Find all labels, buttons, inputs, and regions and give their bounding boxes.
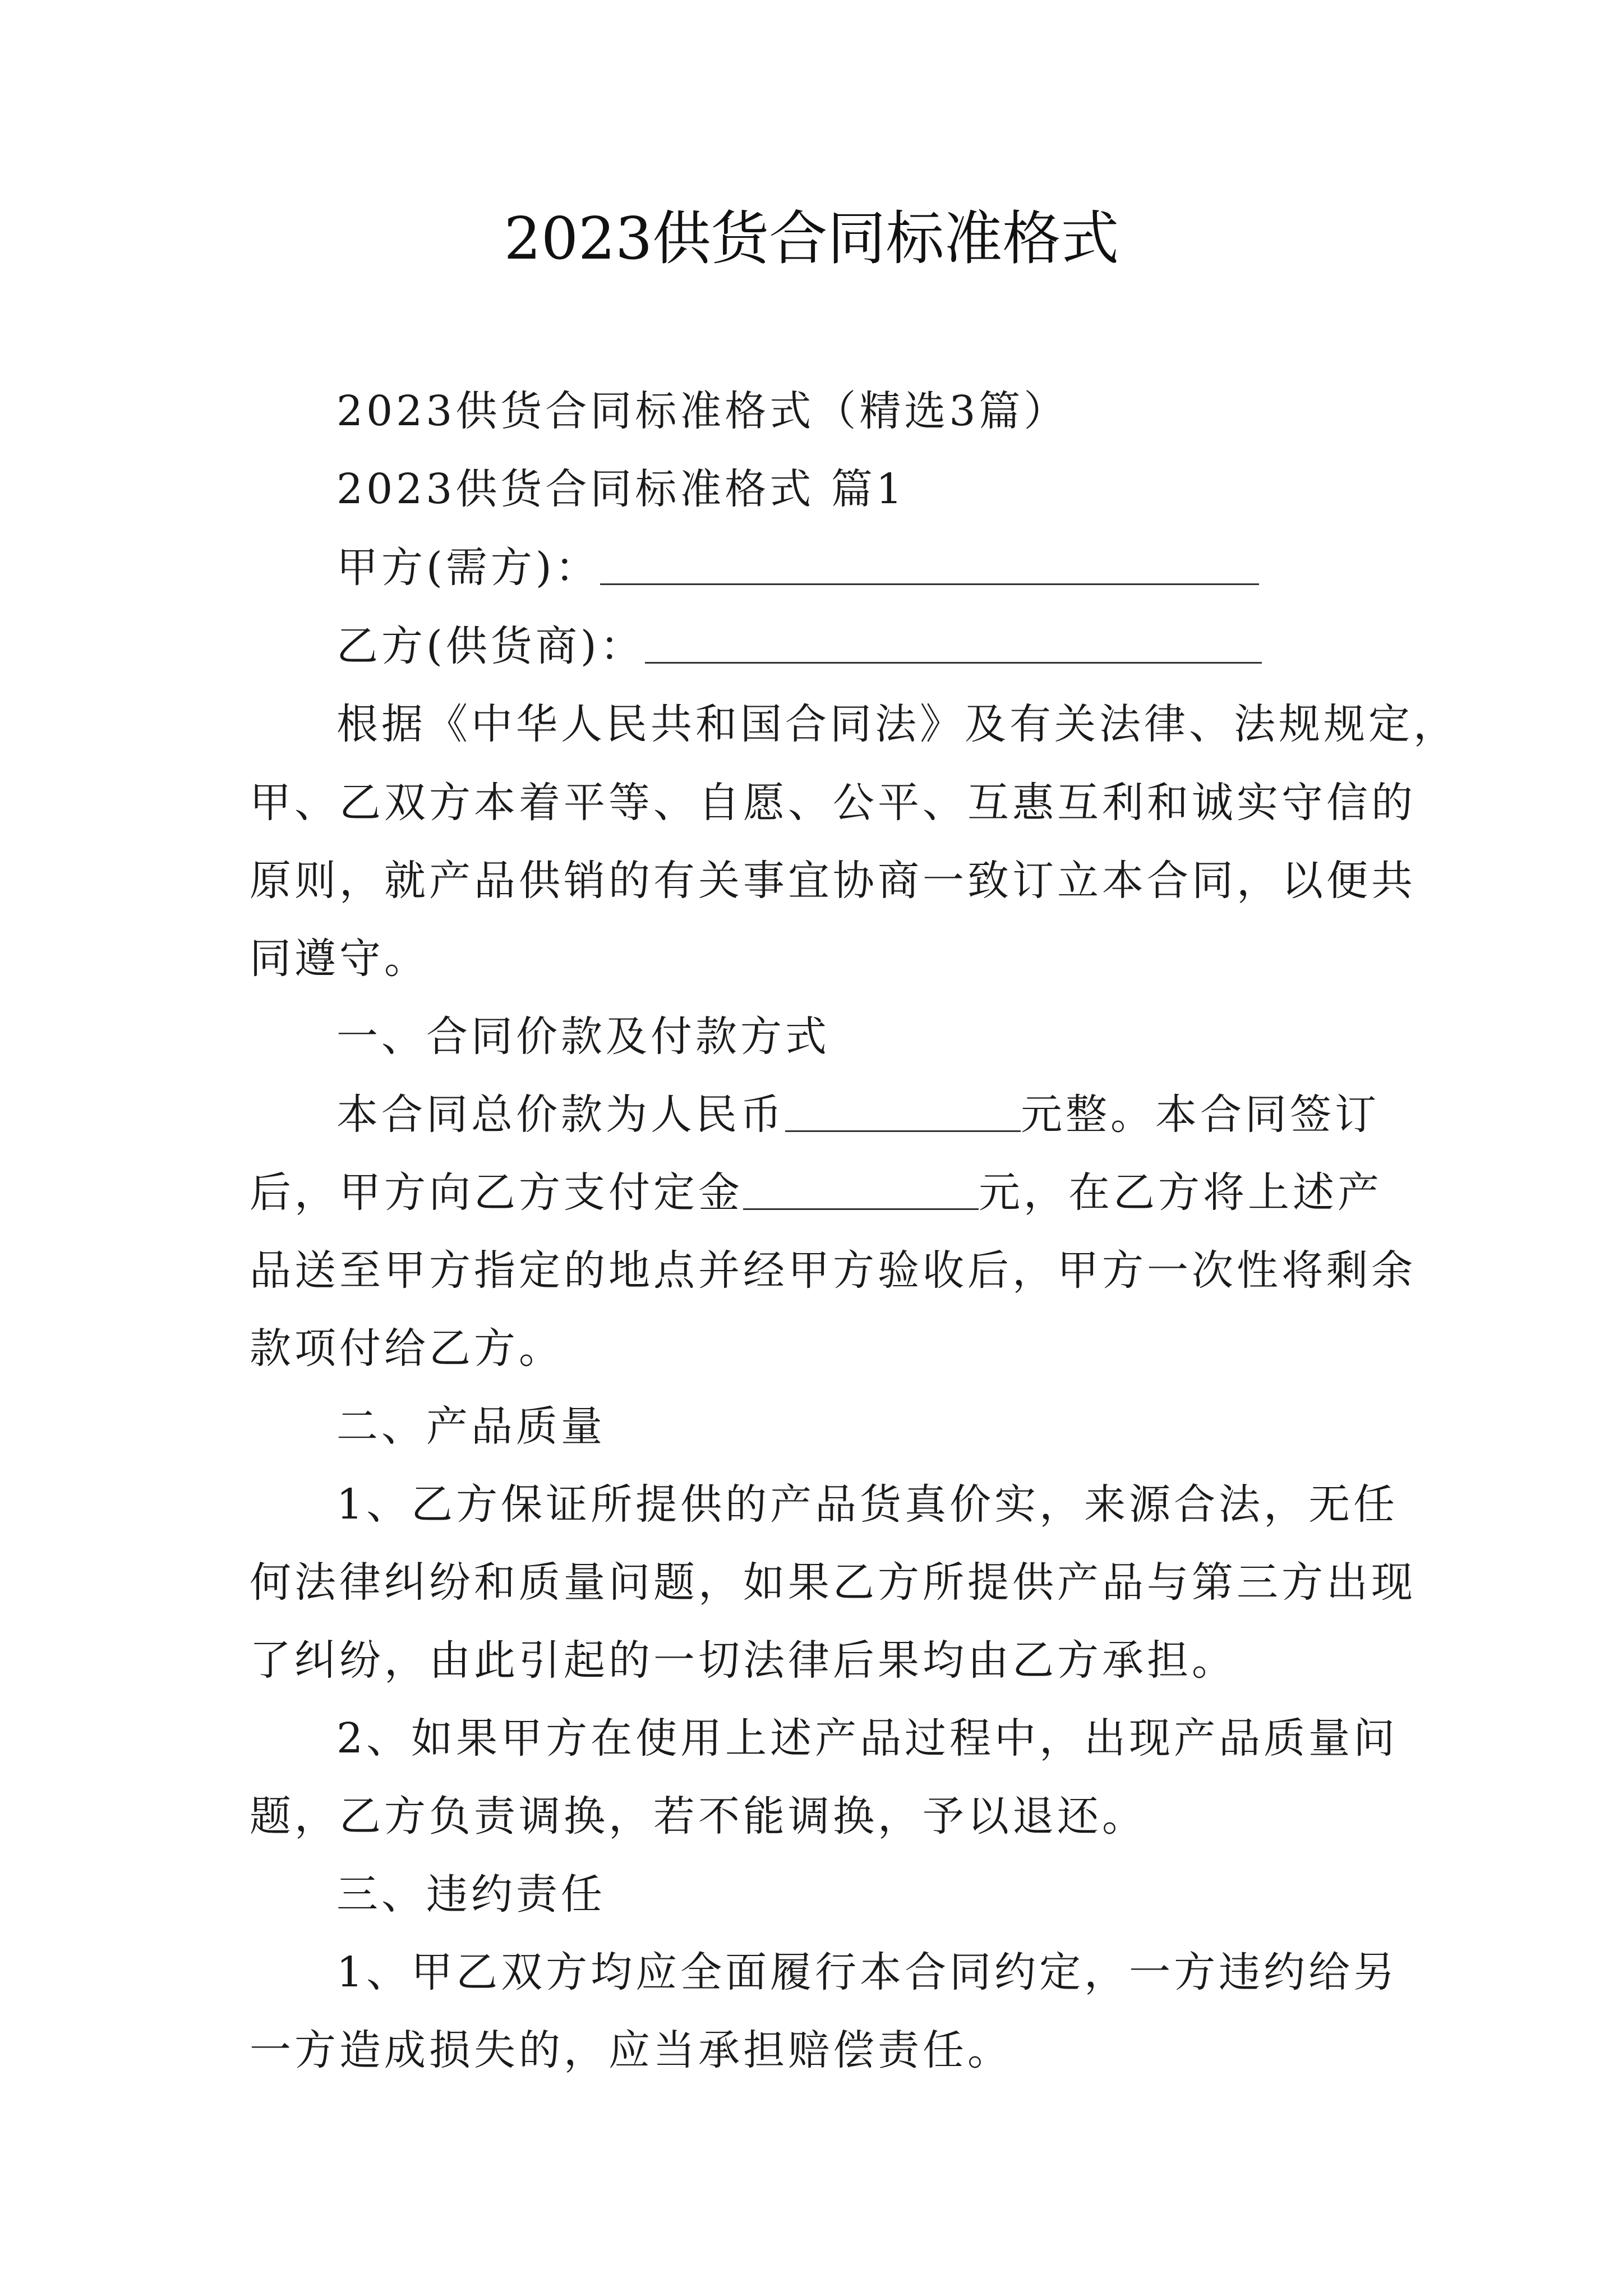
section2-item1-line: 1、乙方保证所提供的产品货真价实，来源合法，无任 (336, 1480, 1399, 1529)
preamble-line: 同遵守。 (250, 935, 429, 983)
party-a-blank (600, 544, 1259, 585)
section1-price-line (336, 1087, 1394, 1143)
section1-text: 元整。本合同签订 (1021, 1091, 1380, 1139)
document-subtitle: 2023供货合同标准格式（精选3篇） (336, 387, 1069, 435)
section3-heading: 三、违约责任 (336, 1870, 606, 1918)
part-heading: 2023供货合同标准格式 篇1 (336, 465, 906, 513)
section2-item1-line: 何法律纠纷和质量问题，如果乙方所提供产品与第三方出现 (250, 1558, 1416, 1607)
section2-item1-line: 了纠纷，由此引起的一切法律后果均由乙方承担。 (250, 1636, 1237, 1685)
section1-heading: 一、合同价款及付款方式 (336, 1013, 830, 1061)
section1-line: 款项付给乙方。 (250, 1324, 564, 1373)
party-a-label: 甲方(需方)： (336, 544, 600, 592)
deposit-blank (743, 1169, 979, 1210)
party-b-blank (645, 623, 1262, 664)
section2-item2-line: 2、如果甲方在使用上述产品过程中，出现产品质量问 (336, 1714, 1399, 1763)
party-b-label: 乙方(供货商)： (336, 622, 645, 670)
party-b-line (336, 618, 1394, 674)
section3-item1-line: 一方造成损失的，应当承担赔偿责任。 (250, 2026, 1012, 2074)
section1-text: 本合同总价款为人民币 (336, 1091, 785, 1139)
preamble-line: 根据《中华人民共和国合同法》及有关法律、法规规定， (336, 700, 1458, 748)
preamble-line: 原则，就产品供销的有关事宜协商一致订立本合同，以便共 (250, 857, 1416, 905)
section1-line: 品送至甲方指定的地点并经甲方验收后，甲方一次性将剩余 (250, 1246, 1416, 1295)
preamble-line: 甲、乙双方本着平等、自愿、公平、互惠互利和诚实守信的 (250, 779, 1416, 827)
section2-item2-line: 题，乙方负责调换，若不能调换，予以退还。 (250, 1792, 1147, 1841)
party-a-line (336, 540, 1394, 596)
price-blank (785, 1091, 1021, 1132)
section1-text: 元，在乙方将上述产 (979, 1168, 1382, 1217)
section1-text: 后，甲方向乙方支付定金 (250, 1168, 743, 1217)
section1-deposit-line (250, 1165, 1394, 1221)
document-title: 2023供货合同标准格式 (504, 204, 1119, 273)
section3-item1-line: 1、甲乙双方均应全面履行本合同约定，一方违约给另 (336, 1948, 1399, 1996)
section2-heading: 二、产品质量 (336, 1402, 606, 1451)
